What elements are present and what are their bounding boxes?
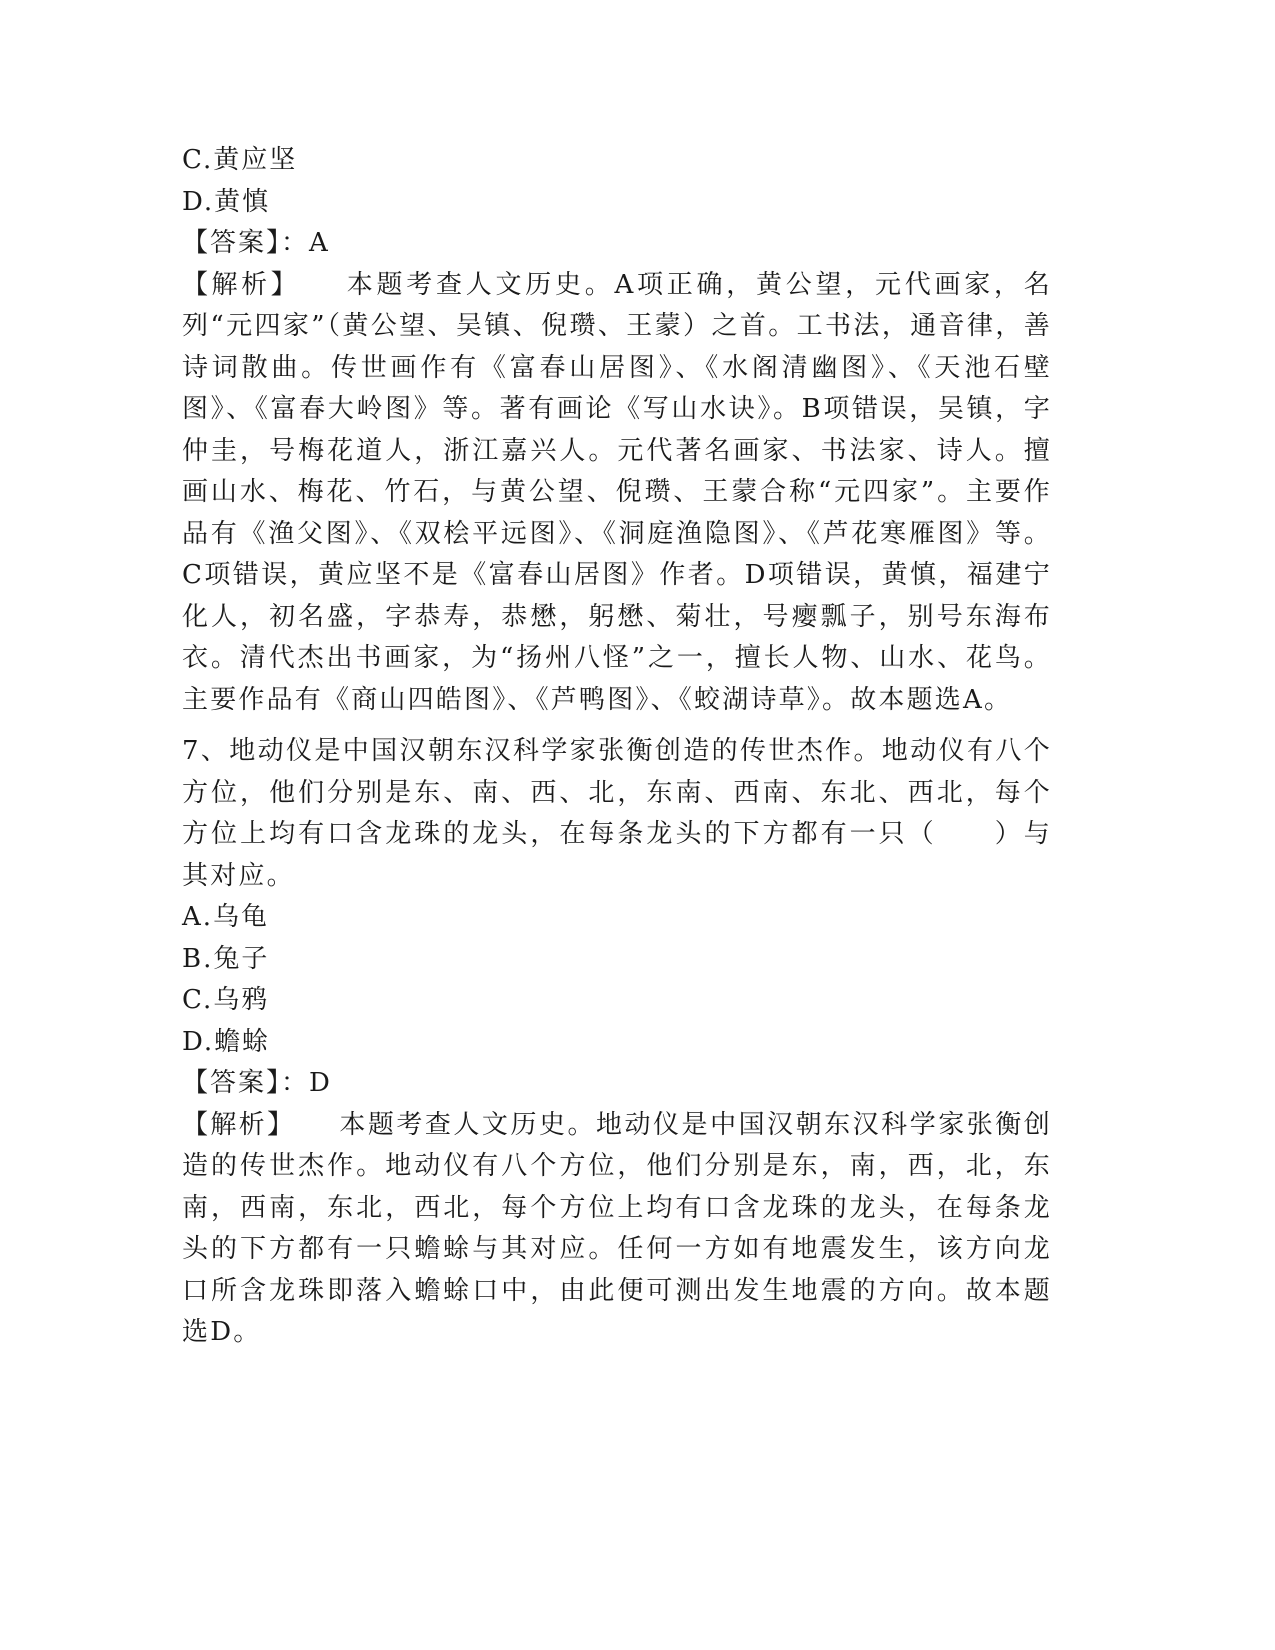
option-d: D.黄慎	[182, 186, 271, 217]
analysis-label: 【解析】	[182, 1109, 283, 1140]
option-d: D.蟾蜍	[182, 1026, 271, 1057]
option-c: C.黄应坚	[182, 145, 298, 175]
analysis-label: 【解析】	[182, 269, 288, 300]
option-b: B.兔子	[182, 943, 270, 974]
spacer	[182, 721, 1052, 731]
analysis-paragraph	[182, 265, 1052, 722]
option-c: C.乌鸦	[182, 985, 270, 1015]
analysis-text: 本题考查人文历史。A项正确，黄公望，元代画家，名列“元四家”（黄公望、吴镇、倪瓒、王蒙）之首。工书法，通音律，善诗词散曲。传世画作有《富春山居图》、《水阁清幽图》、《天池石壁图》、《富春大岭图》等。著有画论《写山水诀》。B项错误，吴镇，字仲圭，号梅花道人，浙江嘉兴人。元代著名画家、书法家、诗人。擅画山水、梅花、竹石，与黄公望、倪瓒、王蒙合称“元四家”。主要作品有《渔父图》、《双桧平远图》、《洞庭渔隐图》、《芦花寒雁图》等。C项错误，黄应坚不是《富春山居图》作者。D项错误，黄慎，福建宁化人，初名盛，字恭寿，恭懋，躬懋、菊壮，号瘿瓢子，别号东海布衣。清代杰出书画家，为“扬州八怪”之一，擅长人物、山水、花鸟。主要作品有《商山四皓图》、《芦鸭图》、《蛟湖诗草》。故本题选A。	[182, 269, 1053, 715]
analysis-text: 本题考查人文历史。地动仪是中国汉朝东汉科学家张衡创造的传世杰作。地动仪有八个方位，他们分别是东，南，西，北，东南，西南，东北，西北，每个方位上均有口含龙珠的龙头，在每条龙头的下方都有一只蟾蜍与其对应。任何一方如有地震发生，该方向龙口所含龙珠即落入蟾蜍口中，由此便可测出发生地震的方向。故本题选D。	[182, 1109, 1052, 1347]
option-a: A.乌龟	[182, 902, 270, 932]
answer-line: 【答案】：D	[182, 1068, 332, 1098]
analysis-paragraph	[182, 1105, 1052, 1354]
answer-line: 【答案】：A	[182, 228, 330, 258]
document-page	[182, 140, 1052, 1354]
question-stem: 7、地动仪是中国汉朝东汉科学家张衡创造的传世杰作。地动仪有八个方位，他们分别是东、南、西、北，东南、西南、东北、西北，每个方位上均有口含龙珠的龙头，在每条龙头的下方都有一只（ ）与其对应。	[182, 736, 1052, 891]
